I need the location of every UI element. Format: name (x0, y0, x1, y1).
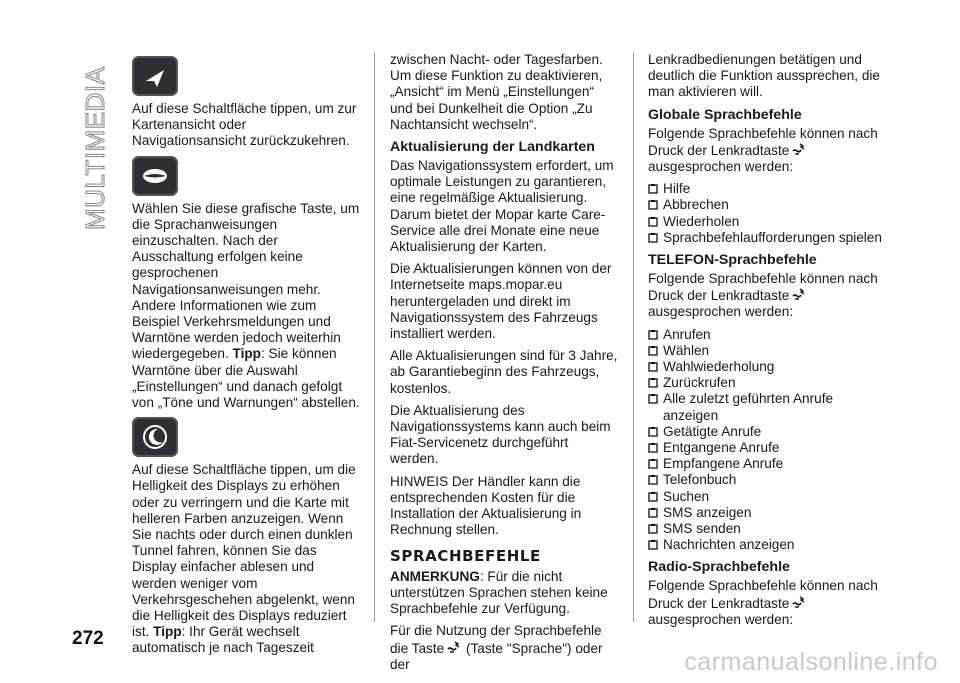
column-3 (648, 52, 884, 634)
global-commands-list (648, 181, 884, 246)
bullet-square-icon (648, 233, 658, 243)
list-item: Entgangene Anrufe (648, 440, 884, 456)
paragraph: Das Navigationssystem erfordert, um optimale Leistungen zu garantieren, eine regelmäßige Aktualisierung. Darum bietet der Mopar karte Care-Service alle drei Monate eine neue Aktualisierung der Karten. (390, 158, 614, 255)
column-1 (132, 52, 360, 663)
heading-global-commands: Globale Sprachbefehle (648, 106, 802, 123)
list-item: Empfangene Anrufe (648, 456, 884, 472)
list-item: SMS anzeigen (648, 505, 884, 521)
list-item: Wiederholen (648, 214, 884, 230)
bullet-square-icon (648, 346, 658, 356)
list-item: Hilfe (648, 181, 884, 197)
bullet-square-icon (648, 362, 658, 372)
paragraph: Für die Nutzung der Sprachbefehle die Taste (Taste "Sprache") oder der (390, 623, 603, 672)
bullet-square-icon (648, 378, 658, 388)
bullet-square-icon (648, 330, 658, 340)
steering-voice-key-icon (791, 142, 807, 157)
steering-voice-key-icon (791, 595, 807, 610)
bullet-square-icon (648, 200, 658, 210)
list-item: Wählen (648, 343, 884, 359)
voice-lips-icon (132, 156, 178, 196)
list-item: SMS senden (648, 521, 884, 537)
paragraph: Auf diese Schaltfläche tippen, um zur Kartenansicht oder Navigationsansicht zurückzukehren. (132, 101, 357, 149)
night-moon-icon (132, 417, 178, 457)
section-label (80, 52, 110, 232)
section-label-text: MULTIMEDIA (80, 66, 110, 230)
paragraph: Folgende Sprachbefehle können nach Druck der Lenkradtaste ausgesprochen werden: (648, 578, 878, 627)
bullet-square-icon (648, 217, 658, 227)
list-item: Zurückrufen (648, 375, 884, 391)
heading-voice-commands: SPRACHBEFEHLE (390, 547, 541, 566)
paragraph: Wählen Sie diese grafische Taste, um die Sprachanweisungen einzuschalten. Nach der Ausschaltung erfolgen keine gesprochenen Navigationsanweisungen mehr. Andere Informationen wie zum Beispiel Verkehrsmeldungen und Warntöne werden jedoch weiterhin wiedergegeben. Tipp: Sie können Warntöne über die Auswahl „Einstellungen“ und danach gefolgt von „Töne und Warnungen“ abstellen. (132, 200, 360, 411)
paragraph: Auf diese Schaltfläche tippen, um die Helligkeit des Displays zu erhöhen oder zu verringern und die Karte mit helleren Farben anzuzeigen. Wenn Sie nachts oder durch einen dunklen Tunnel fahren, können Sie das Display einfacher ablesen und werden weniger vom Verkehrsgeschehen abgelenkt, wenn die Helligkeit des Displays reduziert ist. Tipp: Ihr Gerät wechselt automatisch je nach Tageszeit (132, 462, 356, 656)
list-item: Nachrichten anzeigen (648, 537, 884, 553)
paragraph: Lenkradbedienungen betätigen und deutlich die Funktion aussprechen, die man aktivieren will. (648, 52, 880, 100)
tip-label: Tipp (232, 346, 261, 362)
paragraph: Die Aktualisierungen können von der Internetseite maps.mopar.eu heruntergeladen und direkt im Navigationssystem des Fahrzeugs installiert werden. (390, 261, 612, 342)
column-divider (633, 52, 634, 622)
tip-label: Tipp (153, 624, 182, 640)
navigation-arrow-icon (132, 56, 178, 96)
bullet-square-icon (648, 508, 658, 518)
list-item: Sprachbefehlaufforderungen spielen (648, 230, 884, 246)
paragraph: HINWEIS Der Händler kann die entsprechenden Kosten für die Installation der Aktualisierung in Rechnung stellen. (390, 473, 582, 538)
heading-phone-commands: TELEFON-Sprachbefehle (648, 252, 817, 269)
note-label: ANMERKUNG (390, 568, 480, 584)
steering-voice-key-icon (446, 640, 462, 655)
list-item: Suchen (648, 489, 884, 505)
bullet-square-icon (648, 524, 658, 534)
paragraph: zwischen Nacht- oder Tagesfarben. Um diese Funktion zu deaktivieren, „Ansicht“ im Menü „Einstellungen“ und bei Dunkelheit die Option „Zu Nachtansicht wechseln“. (390, 52, 603, 132)
paragraph: Die Aktualisierung des Navigationssystems kann auch beim Fiat-Servicenetz durchgeführt werden. (390, 402, 611, 467)
watermark: carmanualsonline.info (684, 648, 938, 676)
bullet-square-icon (648, 184, 658, 194)
bullet-square-icon (648, 459, 658, 469)
paragraph: Folgende Sprachbefehle können nach Druck der Lenkradtaste ausgesprochen werden: (648, 125, 878, 175)
list-item: Wahlwiederholung (648, 359, 884, 375)
paragraph: Alle Aktualisierungen sind für 3 Jahre, ab Garantiebeginn des Fahrzeugs, kostenlos. (390, 348, 618, 396)
steering-voice-key-icon (791, 287, 807, 302)
bullet-square-icon (648, 443, 658, 453)
list-item: Abbrechen (648, 197, 884, 213)
heading-radio-commands: Radio-Sprachbefehle (648, 559, 790, 576)
list-item: Telefonbuch (648, 472, 884, 488)
column-divider (374, 52, 375, 622)
list-item: Getätigte Anrufe (648, 424, 884, 440)
bullet-square-icon (648, 492, 658, 502)
page-number: 272 (72, 628, 104, 649)
list-item: Alle zuletzt geführten Anrufe anzeigen (648, 391, 884, 423)
heading-map-update: Aktualisierung der Landkarten (390, 139, 595, 156)
phone-commands-list (648, 327, 884, 554)
list-item: Anrufen (648, 327, 884, 343)
paragraph: Folgende Sprachbefehle können nach Druck der Lenkradtaste ausgesprochen werden: (648, 271, 878, 320)
bullet-square-icon (648, 427, 658, 437)
bullet-square-icon (648, 475, 658, 485)
bullet-square-icon (648, 540, 658, 550)
column-2 (390, 52, 618, 679)
bullet-square-icon (648, 394, 658, 404)
note: ANMERKUNG: Für die nicht unterstützen Sprachen stehen keine Sprachbefehle zur Verfügung. (390, 568, 608, 617)
